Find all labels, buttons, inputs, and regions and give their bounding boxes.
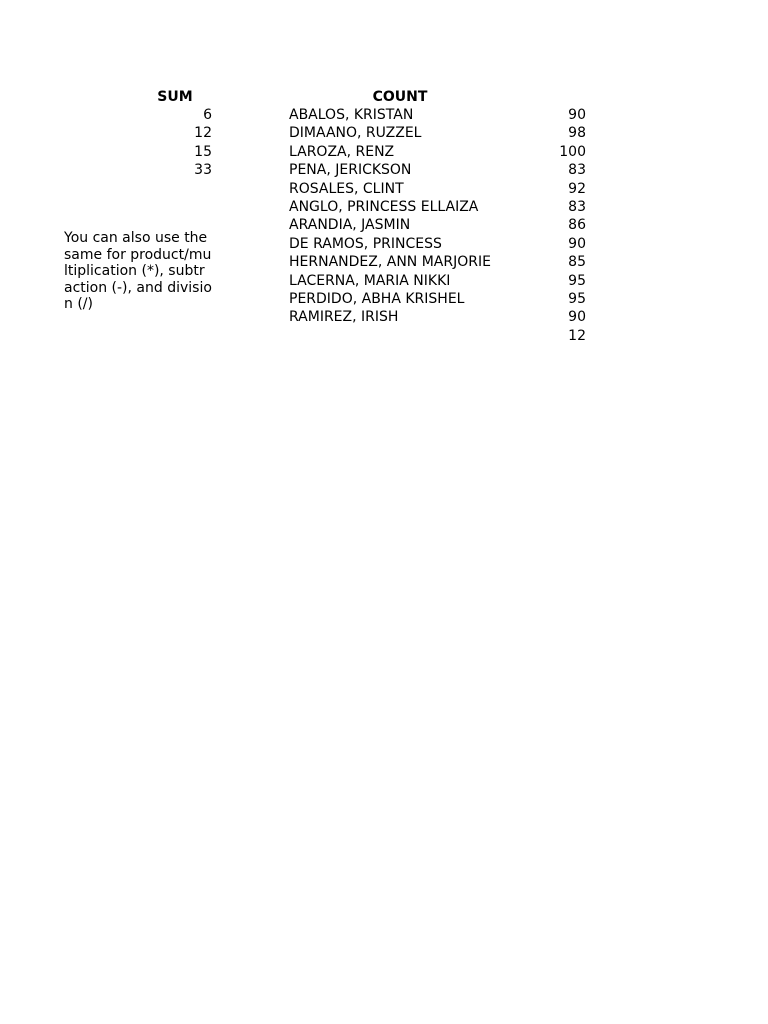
operations-note: You can also use the same for product/multiplication (*), subtraction (-), and division (/): [64, 230, 212, 312]
student-score: 90: [568, 235, 586, 252]
student-name: PENA, JERICKSON: [289, 162, 412, 179]
count-result: 12: [568, 327, 586, 344]
student-score: 95: [568, 290, 586, 307]
student-score: 98: [568, 125, 586, 142]
student-name: ANGLO, PRINCESS ELLAIZA: [289, 198, 479, 215]
student-score: 85: [568, 254, 586, 271]
student-score: 83: [568, 162, 586, 179]
count-header: COUNT: [372, 89, 428, 105]
sum-value: 15: [194, 143, 212, 160]
sum-value: 6: [203, 107, 212, 123]
student-name: ABALOS, KRISTAN: [289, 107, 414, 123]
student-score: 83: [568, 198, 586, 215]
student-name: RAMIREZ, IRISH: [289, 309, 399, 326]
score-column: [530, 106, 586, 345]
student-score: 90: [568, 309, 586, 326]
student-score: 86: [568, 217, 586, 234]
sum-value: 33: [194, 162, 212, 179]
student-name: LAROZA, RENZ: [289, 143, 395, 160]
student-score: 95: [568, 272, 586, 289]
student-name: HERNANDEZ, ANN MARJORIE: [289, 254, 491, 271]
student-name: ARANDIA, JASMIN: [289, 217, 411, 234]
student-name: DIMAANO, RUZZEL: [289, 125, 422, 142]
student-name: ROSALES, CLINT: [289, 180, 404, 197]
sum-column: [150, 106, 212, 180]
student-name: LACERNA, MARIA NIKKI: [289, 272, 451, 289]
student-name: PERDIDO, ABHA KRISHEL: [289, 290, 465, 307]
student-score: 100: [559, 143, 586, 160]
student-score: 90: [568, 107, 586, 123]
student-score: 92: [568, 180, 586, 197]
student-name-column: [289, 106, 519, 327]
sum-header: SUM: [157, 89, 193, 105]
student-name: DE RAMOS, PRINCESS: [289, 235, 442, 252]
sum-value: 12: [194, 125, 212, 142]
